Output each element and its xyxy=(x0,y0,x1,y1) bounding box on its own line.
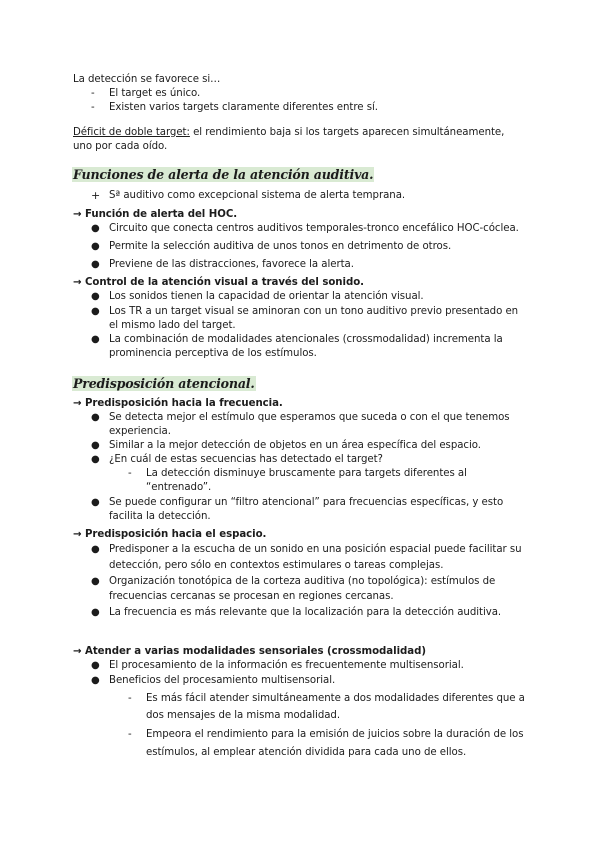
subsection-heading: → Predisposición hacia el espacio. xyxy=(73,529,267,540)
list-item: Existen varios targets claramente diferentes entre sí. xyxy=(109,102,378,113)
bullet-dot: ● xyxy=(91,412,100,423)
list-item: Predisponer a la escucha de un sonido en una posición espacial puede facilitar su xyxy=(109,544,522,555)
bullet-dot: ● xyxy=(91,223,100,234)
list-item: La combinación de modalidades atencionales (crossmodalidad) incrementa la xyxy=(109,334,503,345)
subsection-heading: → Control de la atención visual a través del sonido. xyxy=(73,277,364,288)
list-item: El target es único. xyxy=(109,88,201,99)
list-item-continuation: facilita la detección. xyxy=(109,511,211,522)
deficit-label: Déficit de doble target: xyxy=(73,127,190,138)
list-item: Previene de las distracciones, favorece la alerta. xyxy=(109,259,354,270)
list-item: La detección disminuye bruscamente para targets diferentes al xyxy=(146,468,467,479)
bullet-dot: ● xyxy=(91,259,100,270)
bullet-dot: ● xyxy=(91,291,100,302)
list-item: Se detecta mejor el estímulo que esperamos que suceda o con el que tenemos xyxy=(109,412,510,423)
bullet-dot: ● xyxy=(91,334,100,345)
bullet-dot: ● xyxy=(91,660,100,671)
list-item-continuation: el mismo lado del target. xyxy=(109,320,236,331)
bullet-dot: ● xyxy=(91,306,100,317)
list-item: ¿En cuál de estas secuencias has detectado el target? xyxy=(109,454,383,465)
deficit-continuation: uno por cada oído. xyxy=(73,141,168,152)
list-item-continuation: estímulos, al emplear atención dividida para cada uno de ellos. xyxy=(146,747,467,758)
dash-bullet: - xyxy=(128,693,132,704)
list-item-continuation: dos mensajes de la misma modalidad. xyxy=(146,710,341,721)
subsection-heading: → Predisposición hacia la frecuencia. xyxy=(73,398,283,409)
dash-bullet: - xyxy=(128,729,132,740)
subsection-heading: → Función de alerta del HOC. xyxy=(73,209,238,220)
list-item-continuation: experiencia. xyxy=(109,426,171,437)
list-item-continuation: detección, pero sólo en contextos estimulares o tareas complejas. xyxy=(109,560,444,571)
list-item: El procesamiento de la información es frecuentemente multisensorial. xyxy=(109,660,464,671)
list-item: Empeora el rendimiento para la emisión de juicios sobre la duración de los xyxy=(146,729,524,740)
dash-bullet: - xyxy=(91,88,95,99)
list-item: Permite la selección auditiva de unos tonos en detrimento de otros. xyxy=(109,241,452,252)
list-item: Organización tonotópica de la corteza auditiva (no topológica): estímulos de xyxy=(109,576,496,587)
bullet-dot: ● xyxy=(91,675,100,686)
list-item-continuation: frecuencias cercanas se procesan en regiones cercanas. xyxy=(109,591,394,602)
bullet-dot: ● xyxy=(91,454,100,465)
list-item: Los sonidos tienen la capacidad de orientar la atención visual. xyxy=(109,291,424,302)
list-item: Es más fácil atender simultáneamente a dos modalidades diferentes que a xyxy=(146,693,525,704)
plus-bullet: + xyxy=(91,189,101,202)
bullet-dot: ● xyxy=(91,440,100,451)
deficit-text: el rendimiento baja si los targets aparecen simultáneamente, xyxy=(189,127,505,138)
section-heading: Predisposición atencional. xyxy=(73,376,255,391)
list-item: Los TR a un target visual se aminoran con un tono auditivo previo presentado en xyxy=(109,306,519,317)
list-item-continuation: prominencia perceptiva de los estímulos. xyxy=(109,348,317,359)
bullet-dot: ● xyxy=(91,241,100,252)
list-item: Circuito que conecta centros auditivos temporales-tronco encefálico HOC-cóclea. xyxy=(109,223,519,234)
list-item: Se puede configurar un “filtro atencional” para frecuencias específicas, y esto xyxy=(109,497,504,508)
list-item: Beneficios del procesamiento multisensorial. xyxy=(109,675,336,686)
bullet-dot: ● xyxy=(91,544,100,555)
deficit-paragraph xyxy=(73,126,504,139)
bullet-dot: ● xyxy=(91,497,100,508)
list-item: Sª auditivo como excepcional sistema de alerta temprana. xyxy=(109,190,406,201)
subsection-heading: → Atender a varias modalidades sensoriales (crossmodalidad) xyxy=(73,646,426,657)
bullet-dot: ● xyxy=(91,576,100,587)
intro-text: La detección se favorece si… xyxy=(73,74,221,85)
list-item: La frecuencia es más relevante que la localización para la detección auditiva. xyxy=(109,607,502,618)
dash-bullet: - xyxy=(128,468,132,479)
bullet-dot: ● xyxy=(91,607,100,618)
list-item-continuation: “entrenado”. xyxy=(146,482,212,493)
list-item: Similar a la mejor detección de objetos en un área específica del espacio. xyxy=(109,440,481,451)
section-heading: Funciones de alerta de la atención auditiva. xyxy=(73,167,374,182)
dash-bullet: - xyxy=(91,102,95,113)
